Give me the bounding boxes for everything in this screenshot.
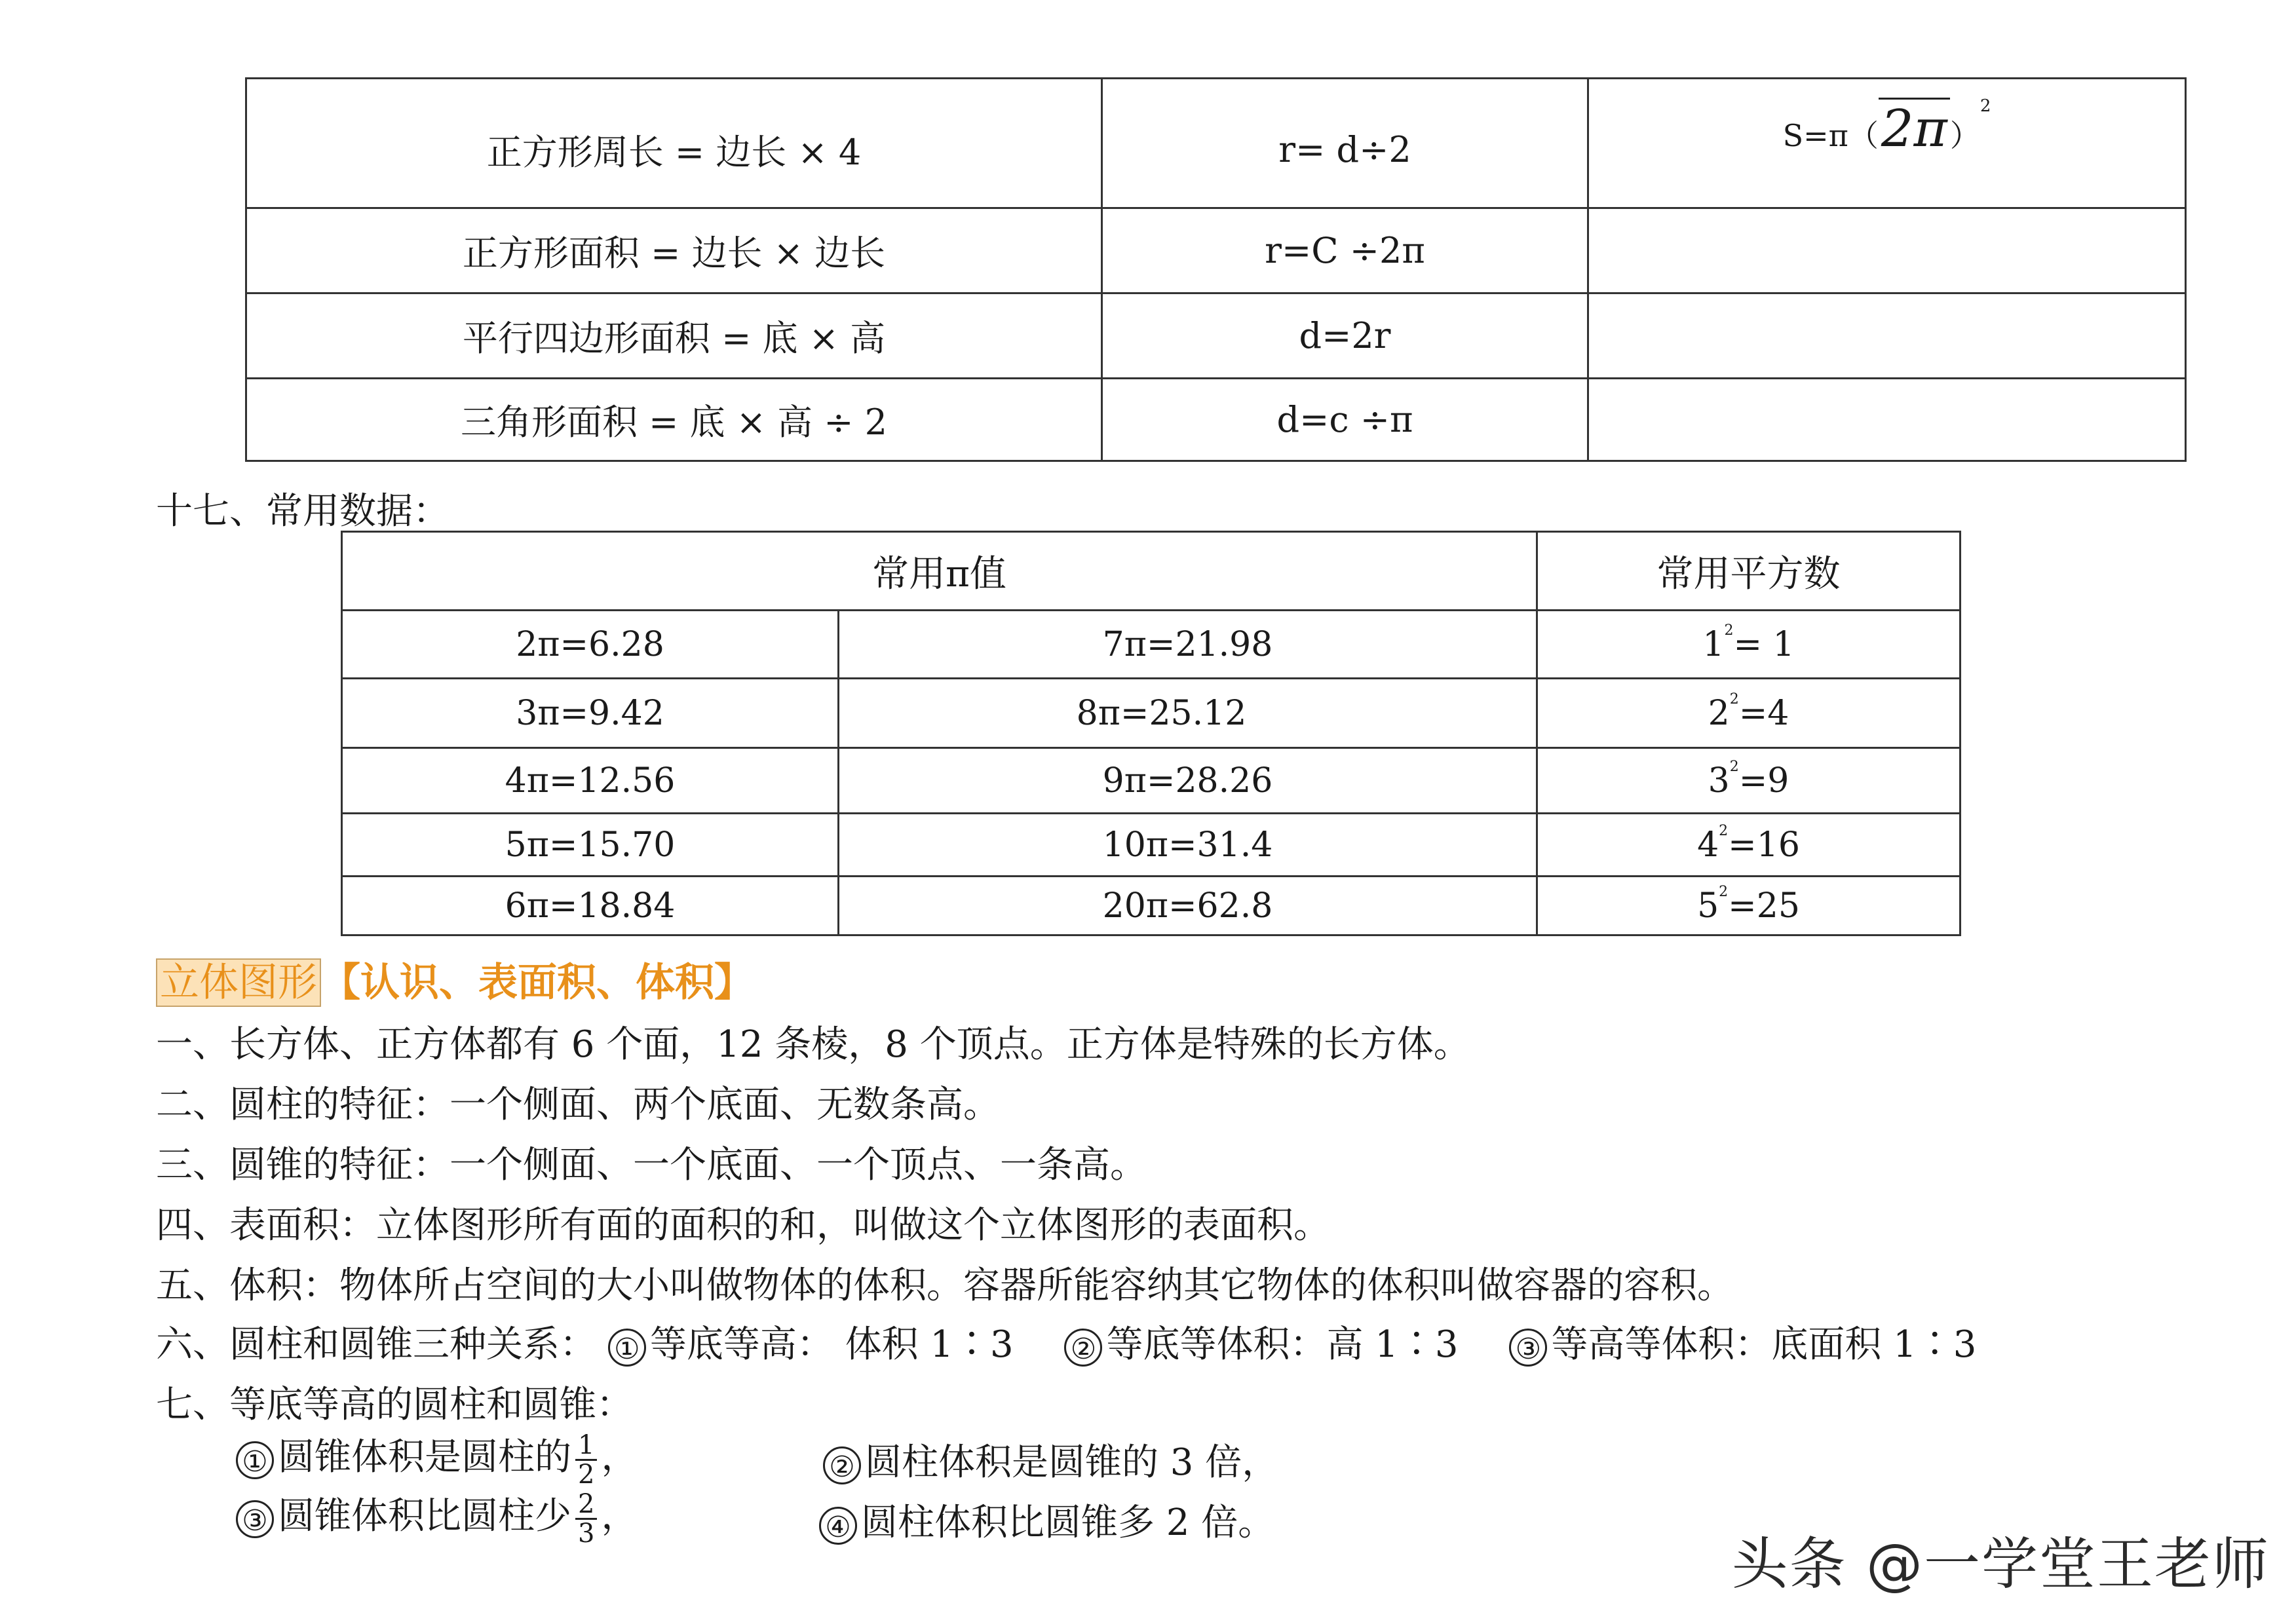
exponent: 2 xyxy=(1719,822,1729,839)
formula-cell: d=2r xyxy=(1102,293,1588,379)
formula-cell: d=c ÷π xyxy=(1102,379,1588,461)
exponent: 2 xyxy=(1724,622,1734,639)
item7-point-4 xyxy=(819,1494,1274,1546)
table-row xyxy=(342,877,1961,935)
formula-cell xyxy=(1588,379,2186,461)
solid-figures-highlight: 立体图形 xyxy=(156,958,321,1007)
pi-cell: 9π=28.26 xyxy=(839,748,1537,814)
table-row xyxy=(246,208,2186,293)
table-row xyxy=(342,679,1961,748)
exponent: 2 xyxy=(1729,690,1739,708)
table-row xyxy=(342,611,1961,679)
point-2-text: 圆柱体积是圆锥的 3 倍， xyxy=(865,1441,1279,1484)
solid-item-5: 五、体积：物体所占空间的大小叫做物体的体积。容器所能容纳其它物体的体积叫做容器的容积。 xyxy=(156,1264,1734,1307)
relation-1: 等底等高： 体积 1∶3 xyxy=(649,1323,1014,1366)
circled-number: ① xyxy=(236,1441,274,1479)
formula-cell: 三角形面积 = 底 × 高 ÷ 2 xyxy=(246,379,1102,461)
table-row xyxy=(342,814,1961,877)
square-cell xyxy=(1537,748,1961,814)
solid-figures-subtitle: 【认识、表面积、体积】 xyxy=(321,960,754,1006)
table-row xyxy=(246,293,2186,379)
pi-cell: 7π=21.98 xyxy=(839,611,1537,679)
circled-number: ③ xyxy=(236,1500,274,1538)
pi-cell: 3π=9.42 xyxy=(342,679,839,748)
square-result: =16 xyxy=(1728,825,1800,865)
square-base: 4 xyxy=(1697,825,1719,865)
item7-point-2 xyxy=(823,1433,1278,1486)
fraction-denominator: 2 xyxy=(578,1460,595,1490)
table-row xyxy=(246,379,2186,461)
fraction xyxy=(575,1490,597,1547)
circled-number: ② xyxy=(1064,1329,1102,1367)
point-3-text: 圆锥体积比圆柱少 xyxy=(278,1495,571,1538)
pi-cell: 4π=12.56 xyxy=(342,748,839,814)
formula-cell: 正方形周长 = 边长 × 4 xyxy=(246,79,1102,208)
watermark: 头条 @一学堂王老师 xyxy=(1731,1532,2270,1597)
pi-cell: 10π=31.4 xyxy=(839,814,1537,877)
circled-number: ③ xyxy=(1509,1329,1547,1367)
solid-item-6 xyxy=(156,1315,1976,1368)
square-base: 5 xyxy=(1697,886,1719,926)
solid-item-1: 一、长方体、正方体都有 6 个面，12 条棱，8 个顶点。正方体是特殊的长方体。 xyxy=(156,1023,1470,1066)
item6-prefix: 六、圆柱和圆锥三种关系： xyxy=(156,1323,596,1366)
formula-cell: r=C ÷2π xyxy=(1102,208,1588,293)
common-data-table xyxy=(341,531,1961,936)
square-base: 2 xyxy=(1708,693,1730,733)
close-paren: ） xyxy=(1949,118,1980,153)
section-17-title: 十七、常用数据： xyxy=(156,490,450,533)
square-result: =4 xyxy=(1738,693,1789,733)
fraction-denominator: 3 xyxy=(578,1519,595,1549)
formula-cell: r= d÷2 xyxy=(1102,79,1588,208)
formula-table xyxy=(245,77,2187,462)
table-header-row xyxy=(342,532,1961,611)
squares-header: 常用平方数 xyxy=(1537,532,1961,611)
relation-3: 等高等体积：底面积 1∶3 xyxy=(1551,1323,1977,1366)
exponent: 2 xyxy=(1729,758,1739,775)
solid-item-3: 三、圆锥的特征：一个侧面、一个底面、一个顶点、一条高。 xyxy=(156,1144,1147,1186)
pi-cell: 20π=62.8 xyxy=(839,877,1537,935)
circled-number: ④ xyxy=(819,1507,857,1545)
table-row xyxy=(342,748,1961,814)
circled-number: ① xyxy=(608,1329,646,1367)
pi-cell: 2π=6.28 xyxy=(342,611,839,679)
item7-point-3 xyxy=(236,1487,638,1547)
solid-item-2: 二、圆柱的特征：一个侧面、两个底面、无数条高。 xyxy=(156,1084,1000,1126)
point-3-end: ， xyxy=(601,1495,638,1538)
fraction-numerator: 1 xyxy=(575,1431,597,1461)
formula-cell xyxy=(1588,79,2186,208)
formula-cell: 平行四边形面积 = 底 × 高 xyxy=(246,293,1102,379)
square-cell xyxy=(1537,611,1961,679)
item7-point-1 xyxy=(236,1428,638,1488)
table-row xyxy=(246,79,2186,208)
square-cell xyxy=(1537,679,1961,748)
exponent: 2 xyxy=(1719,883,1729,900)
square-base: 3 xyxy=(1708,761,1730,801)
pi-cell: 5π=15.70 xyxy=(342,814,839,877)
fraction-part: 2π xyxy=(1879,98,1950,159)
relation-2: 等底等体积：高 1∶3 xyxy=(1106,1323,1459,1366)
square-base: 1 xyxy=(1702,624,1725,664)
square-cell xyxy=(1537,877,1961,935)
solid-item-7-title: 七、等底等高的圆柱和圆锥： xyxy=(156,1384,633,1426)
square-cell xyxy=(1537,814,1961,877)
fraction xyxy=(575,1431,597,1488)
pi-cell: 6π=18.84 xyxy=(342,877,839,935)
formula-cell xyxy=(1588,208,2186,293)
square-result: = 1 xyxy=(1733,624,1795,664)
square-result: =25 xyxy=(1728,886,1800,926)
pi-cell: 8π=25.12 xyxy=(839,679,1537,748)
circle-area-formula: S=π（ xyxy=(1782,118,1879,153)
square-result: =9 xyxy=(1738,761,1789,801)
fraction-numerator: 2 xyxy=(575,1490,597,1520)
point-1-text: 圆锥体积是圆柱的 xyxy=(278,1436,571,1479)
solid-item-4: 四、表面积：立体图形所有面的面积的和，叫做这个立体图形的表面积。 xyxy=(156,1204,1330,1247)
formula-cell xyxy=(1588,293,2186,379)
formula-cell: 正方形面积 = 边长 × 边长 xyxy=(246,208,1102,293)
point-1-end: ， xyxy=(601,1436,638,1479)
solid-figures-heading xyxy=(156,951,754,1008)
exponent: 2 xyxy=(1980,96,1991,116)
pi-values-header: 常用π值 xyxy=(342,532,1537,611)
circled-number: ② xyxy=(823,1446,861,1484)
point-4-text: 圆柱体积比圆锥多 2 倍。 xyxy=(861,1501,1275,1544)
